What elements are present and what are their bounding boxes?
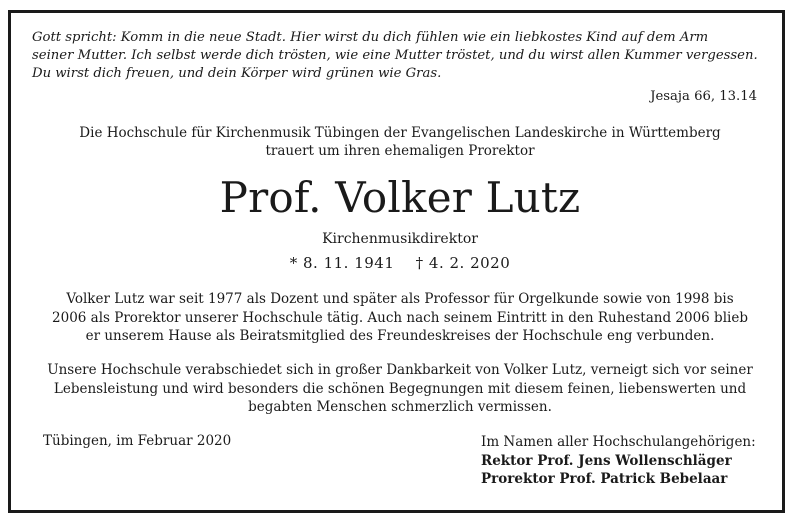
body-line: 2006 als Prorektor unserer Hochschule tätig. Auch nach seinem Eintritt in den Ruhestand 2006 blieb: [52, 309, 748, 326]
death-date: † 4. 2. 2020: [415, 254, 511, 272]
place-date: Tübingen, im Februar 2020: [43, 433, 232, 449]
quote-line: Gott spricht: Komm in die neue Stadt. Hier wirst du dich fühlen wie ein liebkostes Kind auf dem Arm: [32, 30, 709, 45]
body-line: begabten Menschen schmerzlich vermissen.: [248, 399, 552, 415]
quote-line: seiner Mutter. Ich selbst werde dich trösten, wie eine Mutter tröstet, und du wirst allen Kummer vergessen.: [32, 48, 758, 63]
quote-line: Du wirst dich freuen, und dein Körper wird grünen wie Gras.: [32, 66, 442, 81]
body-line: Volker Lutz war seit 1977 als Dozent und später als Professor für Orgelkunde sowie von 1998 bis: [66, 291, 734, 307]
body-paragraph-1: [0, 290, 800, 346]
deceased-title: Kirchenmusikdirektor: [322, 231, 478, 247]
institution-line: Die Hochschule für Kirchenmusik Tübingen der Evangelischen Landeskirche in Württemberg: [79, 125, 721, 141]
body-line: Lebensleistung und wird besonders die schönen Begegnungen mit diesem feinen, liebenswerten und: [53, 380, 747, 397]
body-line: Unsere Hochschule verabschiedet sich in großer Dankbarkeit von Volker Lutz, verneigt sich vor seiner: [47, 362, 753, 378]
signature-block: [481, 433, 756, 489]
bible-quote: [32, 29, 762, 83]
body-line: er unserem Hause als Beiratsmitglied des Freundeskreises der Hochschule eng verbunden.: [85, 328, 715, 344]
quote-source: Jesaja 66, 13.14: [650, 89, 757, 104]
signature-intro: Im Namen aller Hochschulangehörigen:: [481, 434, 756, 450]
body-paragraph-2: [0, 361, 800, 417]
life-dates: [0, 254, 800, 272]
birth-date: * 8. 11. 1941: [289, 254, 395, 272]
deceased-name: Prof. Volker Lutz: [219, 173, 581, 222]
institution-text: [0, 124, 800, 160]
signer-prorector: Prorektor Prof. Patrick Bebelaar: [481, 471, 728, 487]
institution-line: trauert um ihren ehemaligen Prorektor: [265, 143, 535, 159]
signer-rector: Rektor Prof. Jens Wollenschläger: [481, 452, 732, 469]
